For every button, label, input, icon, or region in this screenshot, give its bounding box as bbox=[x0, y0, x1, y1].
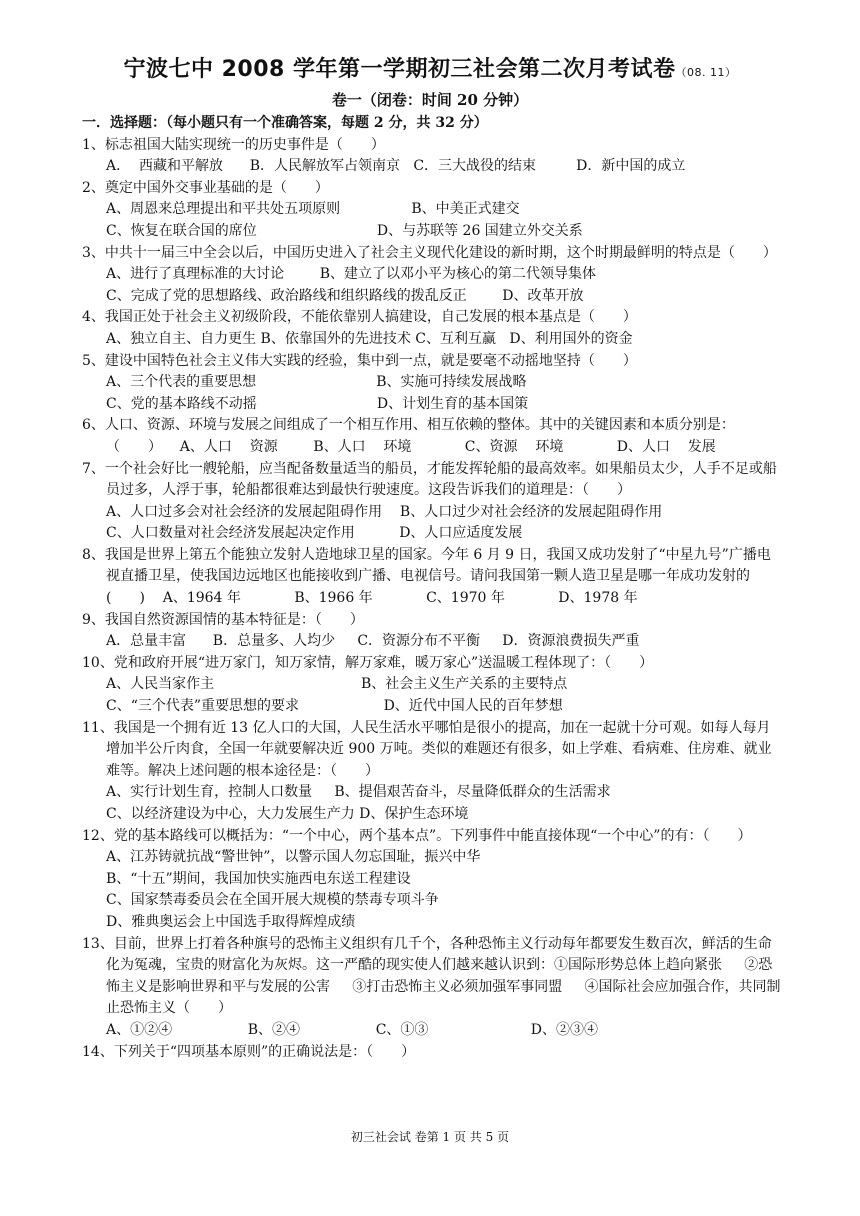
question-1 bbox=[82, 135, 782, 178]
answer-options: B、“十五”期间，我国加快实施西电东送工程建设 bbox=[106, 870, 411, 887]
exam-subtitle: 卷一（闭卷：时间 20 分钟） bbox=[331, 91, 529, 109]
answer-options: A、三个代表的重要思想 B、实施可持续发展战略 bbox=[106, 374, 527, 391]
answer-options: A、人口过多会对社会经济的发展起阻碍作用 B、人口过少对社会经济的发展起阻碍作用 bbox=[106, 503, 663, 520]
answer-options: C、国家禁毒委员会在全国开展大规模的禁毒专项斗争 bbox=[106, 892, 439, 909]
question-text: 9、我国自然资源国情的基本特征是：（ ） bbox=[82, 611, 364, 628]
answer-options: A、江苏铸就抗战“警世钟”，以警示国人勿忘国耻，振兴中华 bbox=[106, 849, 481, 866]
question-7 bbox=[82, 459, 782, 545]
question-text: 2、奠定中国外交事业基础的是（ ） bbox=[82, 179, 329, 196]
question-text: 13、目前，世界上打着各种旗号的恐怖主义组织有几千个，各种恐怖主义行动每年都要发生数百次，鲜活的生命化为冤魂，宝贵的财富化为灰烬。这一严酷的现实使人们越来越认识到：①国际形势总体上趋向紧张 ②恐怖主义是影响世界和平与发展的公害 ③打击恐怖主义必须加强军事同盟 ④国际社会应加强合作，共同制止恐怖主义（ ） bbox=[82, 935, 781, 1017]
answer-options: C、党的基本路线不动摇 D、计划生育的基本国策 bbox=[106, 395, 529, 412]
answer-options: C、“三个代表”重要思想的要求 D、近代中国人民的百年梦想 bbox=[106, 698, 563, 715]
answer-options: A、人民当家作主 B、社会主义生产关系的主要特点 bbox=[106, 676, 568, 693]
answer-options: A、进行了真理标准的大讨论 B、建立了以邓小平为核心的第二代领导集体 bbox=[106, 266, 596, 283]
question-text: 11、我国是一个拥有近 13 亿人口的大国，人民生活水平哪怕是很小的提高，加在一起就十分可观。如每人每月增加半公斤肉食，全国一年就要解决近 900 万吨。类似的难题还有很多，如上学难、看病难、住房难、就业难等。解决上述问题的根本途径是：（ ） bbox=[82, 719, 772, 779]
answer-options: C、恢复在联合国的席位 D、与苏联等 26 国建立外交关系 bbox=[106, 222, 583, 239]
answer-options: A、周恩来总理提出和平共处五项原则 B、中美正式建交 bbox=[106, 201, 520, 218]
question-2 bbox=[82, 178, 782, 243]
question-14 bbox=[82, 1042, 782, 1064]
answer-options: C、以经济建设为中心，大力发展生产力 D、保护生态环境 bbox=[106, 806, 469, 822]
exam-title bbox=[0, 52, 860, 83]
question-9 bbox=[82, 610, 782, 653]
question-8 bbox=[82, 545, 782, 610]
question-text: 12、党的基本路线可以概括为：“一个中心，两个基本点”。下列事件中能直接体现“一个中心”的有：（ ） bbox=[82, 827, 752, 844]
page-footer: 初三社会试 卷第 1 页 共 5 页 bbox=[350, 1130, 510, 1144]
question-text: 14、下列关于“四项基本原则”的正确说法是：（ ） bbox=[82, 1043, 416, 1060]
question-text: 3、中共十一届三中全会以后，中国历史进入了社会主义现代化建设的新时期，这个时期最鲜明的特点是（ ） bbox=[82, 244, 777, 261]
answer-options: A、①②④ B、②④ C、①③ D、②③④ bbox=[106, 1021, 598, 1038]
question-text: 4、我国正处于社会主义初级阶段，不能依靠别人搞建设，自己发展的根本基点是（ ） bbox=[82, 309, 637, 326]
question-10 bbox=[82, 653, 782, 718]
answer-options: C、人口数量对社会经济发展起决定作用 D、人口应适度发展 bbox=[106, 525, 523, 542]
question-13 bbox=[82, 934, 782, 1042]
question-text: 6、人口、资源、环境与发展之间组成了一个相互作用、相互依赖的整体。其中的关键因素和本质分别是：（ ） A、人口 资源 B、人口 环境 C、资源 环境 D、人口 发展 bbox=[82, 417, 735, 455]
answer-options: A、实行计划生育，控制人口数量 B、提倡艰苦奋斗，尽量降低群众的生活需求 bbox=[106, 784, 611, 801]
question-text: 5、建设中国特色社会主义伟大实践的经验，集中到一点，就是要毫不动摇地坚持（ ） bbox=[82, 352, 637, 369]
exam-title-text: 宁波七中 2008 学年第一学期初三社会第二次月考试卷 bbox=[123, 57, 676, 82]
question-5 bbox=[82, 351, 782, 416]
question-12 bbox=[82, 826, 782, 934]
question-text: 7、一个社会好比一艘轮船，应当配备数量适当的船员，才能发挥轮船的最高效率。如果船员太少，人手不足或船员过多，人浮于事，轮船都很难达到最快行驶速度。这段告诉我们的道理是：（ ） bbox=[82, 460, 777, 499]
exam-date: （08. 11） bbox=[675, 66, 737, 79]
question-list bbox=[82, 113, 782, 1063]
answer-options: A．总量丰富 B．总量多、人均少 C．资源分布不平衡 D．资源浪费损失严重 bbox=[106, 633, 640, 650]
question-text: 8、我国是世界上第五个能独立发射人造地球卫星的国家。今年 6 月 9 日，我国又成功发射了“中星九号”广播电视直播卫星，使我国边远地区也能接收到广播、电视信号。请问我国第一颗人造卫星是哪一年成功发射的( ) A、1964 年 B、1966 年 C、1970 年 D、1978 年 bbox=[82, 546, 771, 607]
answer-options: A． 西藏和平解放 B．人民解放军占领南京 C．三大战役的结束 D．新中国的成立 bbox=[106, 158, 686, 175]
section-heading: 一．选择题：（每小题只有一个准确答案，每题 2 分，共 32 分） bbox=[82, 115, 488, 131]
question-text: 10、党和政府开展“进万家门，知万家情，解万家难，暖万家心”送温暖工程体现了：（ ） bbox=[82, 654, 654, 671]
answer-options: C、完成了党的思想路线、政治路线和组织路线的拨乱反正 D、改革开放 bbox=[106, 287, 584, 304]
answer-options: A、独立自主、自力更生 B、依靠国外的先进技术 C、互利互赢 D、利用国外的资金 bbox=[106, 330, 633, 347]
question-6 bbox=[82, 415, 782, 458]
question-3 bbox=[82, 243, 782, 308]
question-11 bbox=[82, 718, 782, 826]
question-4 bbox=[82, 307, 782, 350]
answer-options: D、雅典奥运会上中国选手取得辉煌成绩 bbox=[106, 913, 356, 930]
question-text: 1、标志祖国大陆实现统一的历史事件是（ ） bbox=[82, 136, 385, 153]
